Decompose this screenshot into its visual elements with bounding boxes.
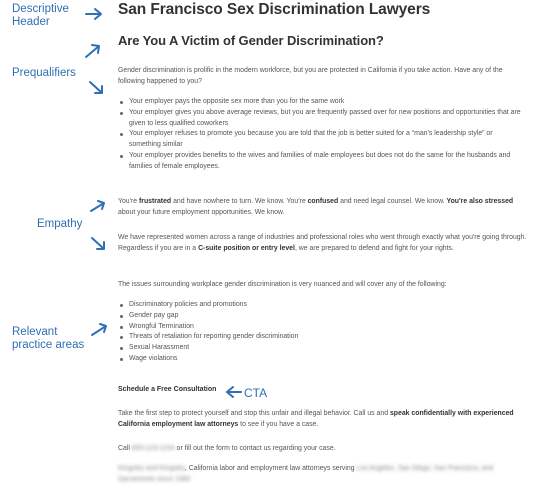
annotation-cta: CTA bbox=[244, 386, 268, 400]
empathy-paragraph-1: You're frustrated and have nowhere to turn. We know. You're confused and need legal counsel. We know. You're also stressed about your future employment opportunities. We know. bbox=[118, 198, 514, 216]
phone-number-link[interactable]: 800-123-1234 bbox=[131, 445, 175, 452]
prequalifier-list bbox=[118, 97, 523, 173]
list-item: Your employer refuses to promote you because you are told that the job is better suited for a “man’s leadership style” or something similar bbox=[118, 129, 523, 151]
list-item: Sexual Harassment bbox=[118, 343, 523, 354]
list-item: Threats of retaliation for reporting gender discrimination bbox=[118, 332, 523, 343]
arrow-up-right-icon bbox=[84, 43, 102, 59]
footer-paragraph: Kingsley and Kingsley, California labor and employment law attorneys serving Los Angeles, San Diego, San Francisco, and Sacramento since 1980 bbox=[118, 465, 494, 483]
empathy-paragraph-2: We have represented women across a range of industries and professional roles who went through exactly what you're going through. Regardless if you are in a C-suite position or entry level, we are prepared to defend and fight for your rights. bbox=[118, 234, 527, 252]
list-item: Your employer pays the opposite sex more than you for the same work bbox=[118, 97, 523, 108]
list-item: Wrongful Termination bbox=[118, 322, 523, 333]
call-line: Call 800-123-1234 or fill out the form to contact us regarding your case. bbox=[118, 445, 336, 452]
intro-paragraph: Gender discrimination is prolific in the modern workforce, but you are protected in California if you take action. Have any of the following happened to you? bbox=[118, 67, 503, 85]
list-item: Gender pay gap bbox=[118, 311, 523, 322]
list-item: Your employer gives you above average reviews, but you are frequently passed over for new positions and opportunities that are given to less qualified coworkers bbox=[118, 108, 523, 130]
arrow-left-icon bbox=[226, 386, 242, 398]
list-item: Your employer provides benefits to the wives and families of male employees but does not do the same for the husbands and families of female employees. bbox=[118, 151, 523, 173]
arrow-down-right-icon bbox=[88, 80, 106, 96]
annotation-descriptive-header: Descriptive Header bbox=[12, 3, 69, 28]
annotation-relevant-practice-areas: Relevant practice areas bbox=[12, 326, 85, 351]
arrow-up-right-icon bbox=[90, 321, 110, 337]
list-item: Discriminatory policies and promotions bbox=[118, 300, 523, 311]
arrow-right-icon bbox=[85, 8, 103, 20]
practice-areas-list bbox=[118, 300, 523, 365]
page-subtitle: Are You A Victim of Gender Discrimination? bbox=[118, 33, 384, 48]
arrow-down-right-icon bbox=[90, 236, 108, 252]
annotation-prequalifiers: Prequalifiers bbox=[12, 67, 76, 79]
issues-intro: The issues surrounding workplace gender discrimination is very nuanced and will cover any of the following: bbox=[118, 281, 447, 288]
page-title: San Francisco Sex Discrimination Lawyers bbox=[118, 1, 431, 18]
annotation-empathy: Empathy bbox=[37, 218, 83, 230]
arrow-up-right-icon bbox=[89, 199, 107, 213]
schedule-consultation-link[interactable]: Schedule a Free Consultation bbox=[118, 386, 217, 393]
list-item: Wage violations bbox=[118, 354, 523, 365]
cta-paragraph: Take the first step to protect yourself and stop this unfair and illegal behavior. Call us and speak confidentially with experienced California employment law attorneys to see if you have a case. bbox=[118, 410, 514, 428]
